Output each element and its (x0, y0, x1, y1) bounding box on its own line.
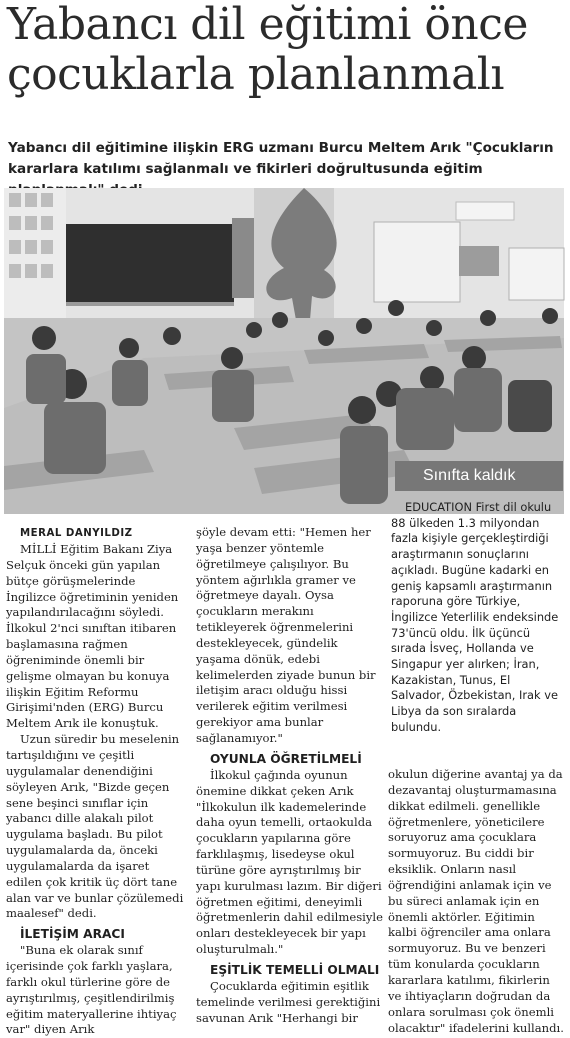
subhead-esitlik: EŞİTLİK TEMELLİ OLMALI (210, 962, 380, 977)
sidebar-text: EDUCATION First dil okulu 88 ülkeden 1.3 milyondan fazla kişiyle gerçekleştirdiği araştırmanın sonuçlarını açıkladı. Bugüne kadarki en geniş kapsamlı araştırmanın raporuna göre Türkiye, İngilizce Yeterlilik endeksinde 73'üncü oldu. İlk üçüncü sırada İsveç, Hollanda ve Singapur yer alırken; İran, Kazakistan, Tunus, El Salvador, Özbekistan, Irak ve Libya da son sıralarda bulundu. (391, 500, 559, 734)
column-1-paragraph-2: Uzun süredir bu meselenin tartışıldığını ve çeşitli uygulamalar denendiğini söyleyen Arık, "Bizde geçen sene beşinci sınıflar için yabancı dille alakalı pilot uygulama başladı. Bu pilot uygulamalarda da, önceki uygulamalarda da işaret edilen çok kritik üç dört tane alan var ve bunlar çözülemedi maalesef" dedi. (6, 732, 184, 921)
column-2-paragraph-2: İlkokul çağında oyunun önemine dikkat çeken Arık "İlkokulun ilk kademelerinde daha oyun temelli, ortaokulda çocukların yapılarına göre farklılaşmış, lisedeyse okul türüne göre ayrıştırılmış bir yapı kurulması lazım. Bir diğeri öğretmen eğitimi, deneyimli öğretmenlerin dahil edilmesiyle onları destekleyecek bir yapı oluşturulmalı." (196, 767, 383, 957)
column-2-paragraph-1: şöyle devam etti: "Hemen her yaşa benzer yöntemle öğretilmeye çalışılıyor. Bu yöntem ağırlıkla gramer ve öğretmeye dayalı. Oysa çocukların merakını tetikleyerek öğrenmelerini destekleyecek, gündelik yaşama dönük, edebi kelimelerden ziyade bunun bir iletişim aracı olduğu hissi verilerek eğitim verilmesi gerekiyor ama bunlar sağlanamıyor." (196, 525, 376, 745)
headline-line-1: Yabancı dil eğitimi önce (7, 0, 528, 50)
column-3-paragraph-1: okulun diğerine avantaj ya da dezavantaj oluşturmamasına dikkat edilmeli. genellikle öğretmenlere, yöneticilere soruyoruz ama çocuklara sormuyoruz. Bu ciddi bir eksiklik. Onların nasıl öğrendiğini anlamak için ve bu süreci anlamak için en önemli aktörler. Eğitimin kalbi öğrenciler ama onlara sormuyoruz. Bu ve benzeri tüm konularda çocukların kararlara katılımı, fikirlerin ve ihtiyaçların doğrudan da onlara sorulması çok önemli olacaktır" ifadelerini kullandı. (388, 767, 564, 1035)
byline: MERAL DANYILDIZ (20, 528, 133, 539)
sidebar-title: Sınıfta kaldık (395, 461, 563, 491)
column-1-paragraph-3: "Buna ek olarak sınıf içerisinde çok farklı yaşlara, farklı okul türlerine göre de ayrıştırılmış, çeşitlendirilmiş eğitim materyallerine ihtiyaç var" diyen Arık (6, 943, 177, 1037)
sidebar-box (391, 500, 566, 736)
deck-subtitle: Yabancı dil eğitimine ilişkin ERG uzmanı Burcu Meltem Arık "Çocukların kararlara katılımı sağlanmalı ve fikirleri doğrultusunda eğitim (8, 140, 554, 177)
headline (7, 0, 567, 100)
column-3 (388, 767, 566, 1036)
column-2 (196, 525, 383, 1026)
column-2-paragraph-3: Çocuklarda eğitimin eşitlik temelinde verilmesi gerektiğini savunan Arık "Herhangi bir (196, 978, 381, 1025)
column-1-paragraph-1: MİLLİ Eğitim Bakanı Ziya Selçuk önceki gün yapılan bütçe görüşmelerinde İngilizce öğretiminin yeniden yapılandırılacağını söyledi. İlkokul 2'nci sınıftan itibaren başlamasına rağmen öğreniminde önemli bir gelişme olmayan bu konuya ilişkin Eğitim Reformu Girişimi'nden (ERG) Burcu Meltem Arık ile konuştuk. (6, 542, 179, 731)
subhead-oyunla: OYUNLA ÖĞRETİLMELİ (210, 751, 362, 766)
column-1 (6, 525, 188, 1038)
subhead-iletisim: İLETİŞİM ARACI (20, 927, 125, 942)
headline-line-2: çocuklarla planlanmalı (7, 49, 504, 100)
